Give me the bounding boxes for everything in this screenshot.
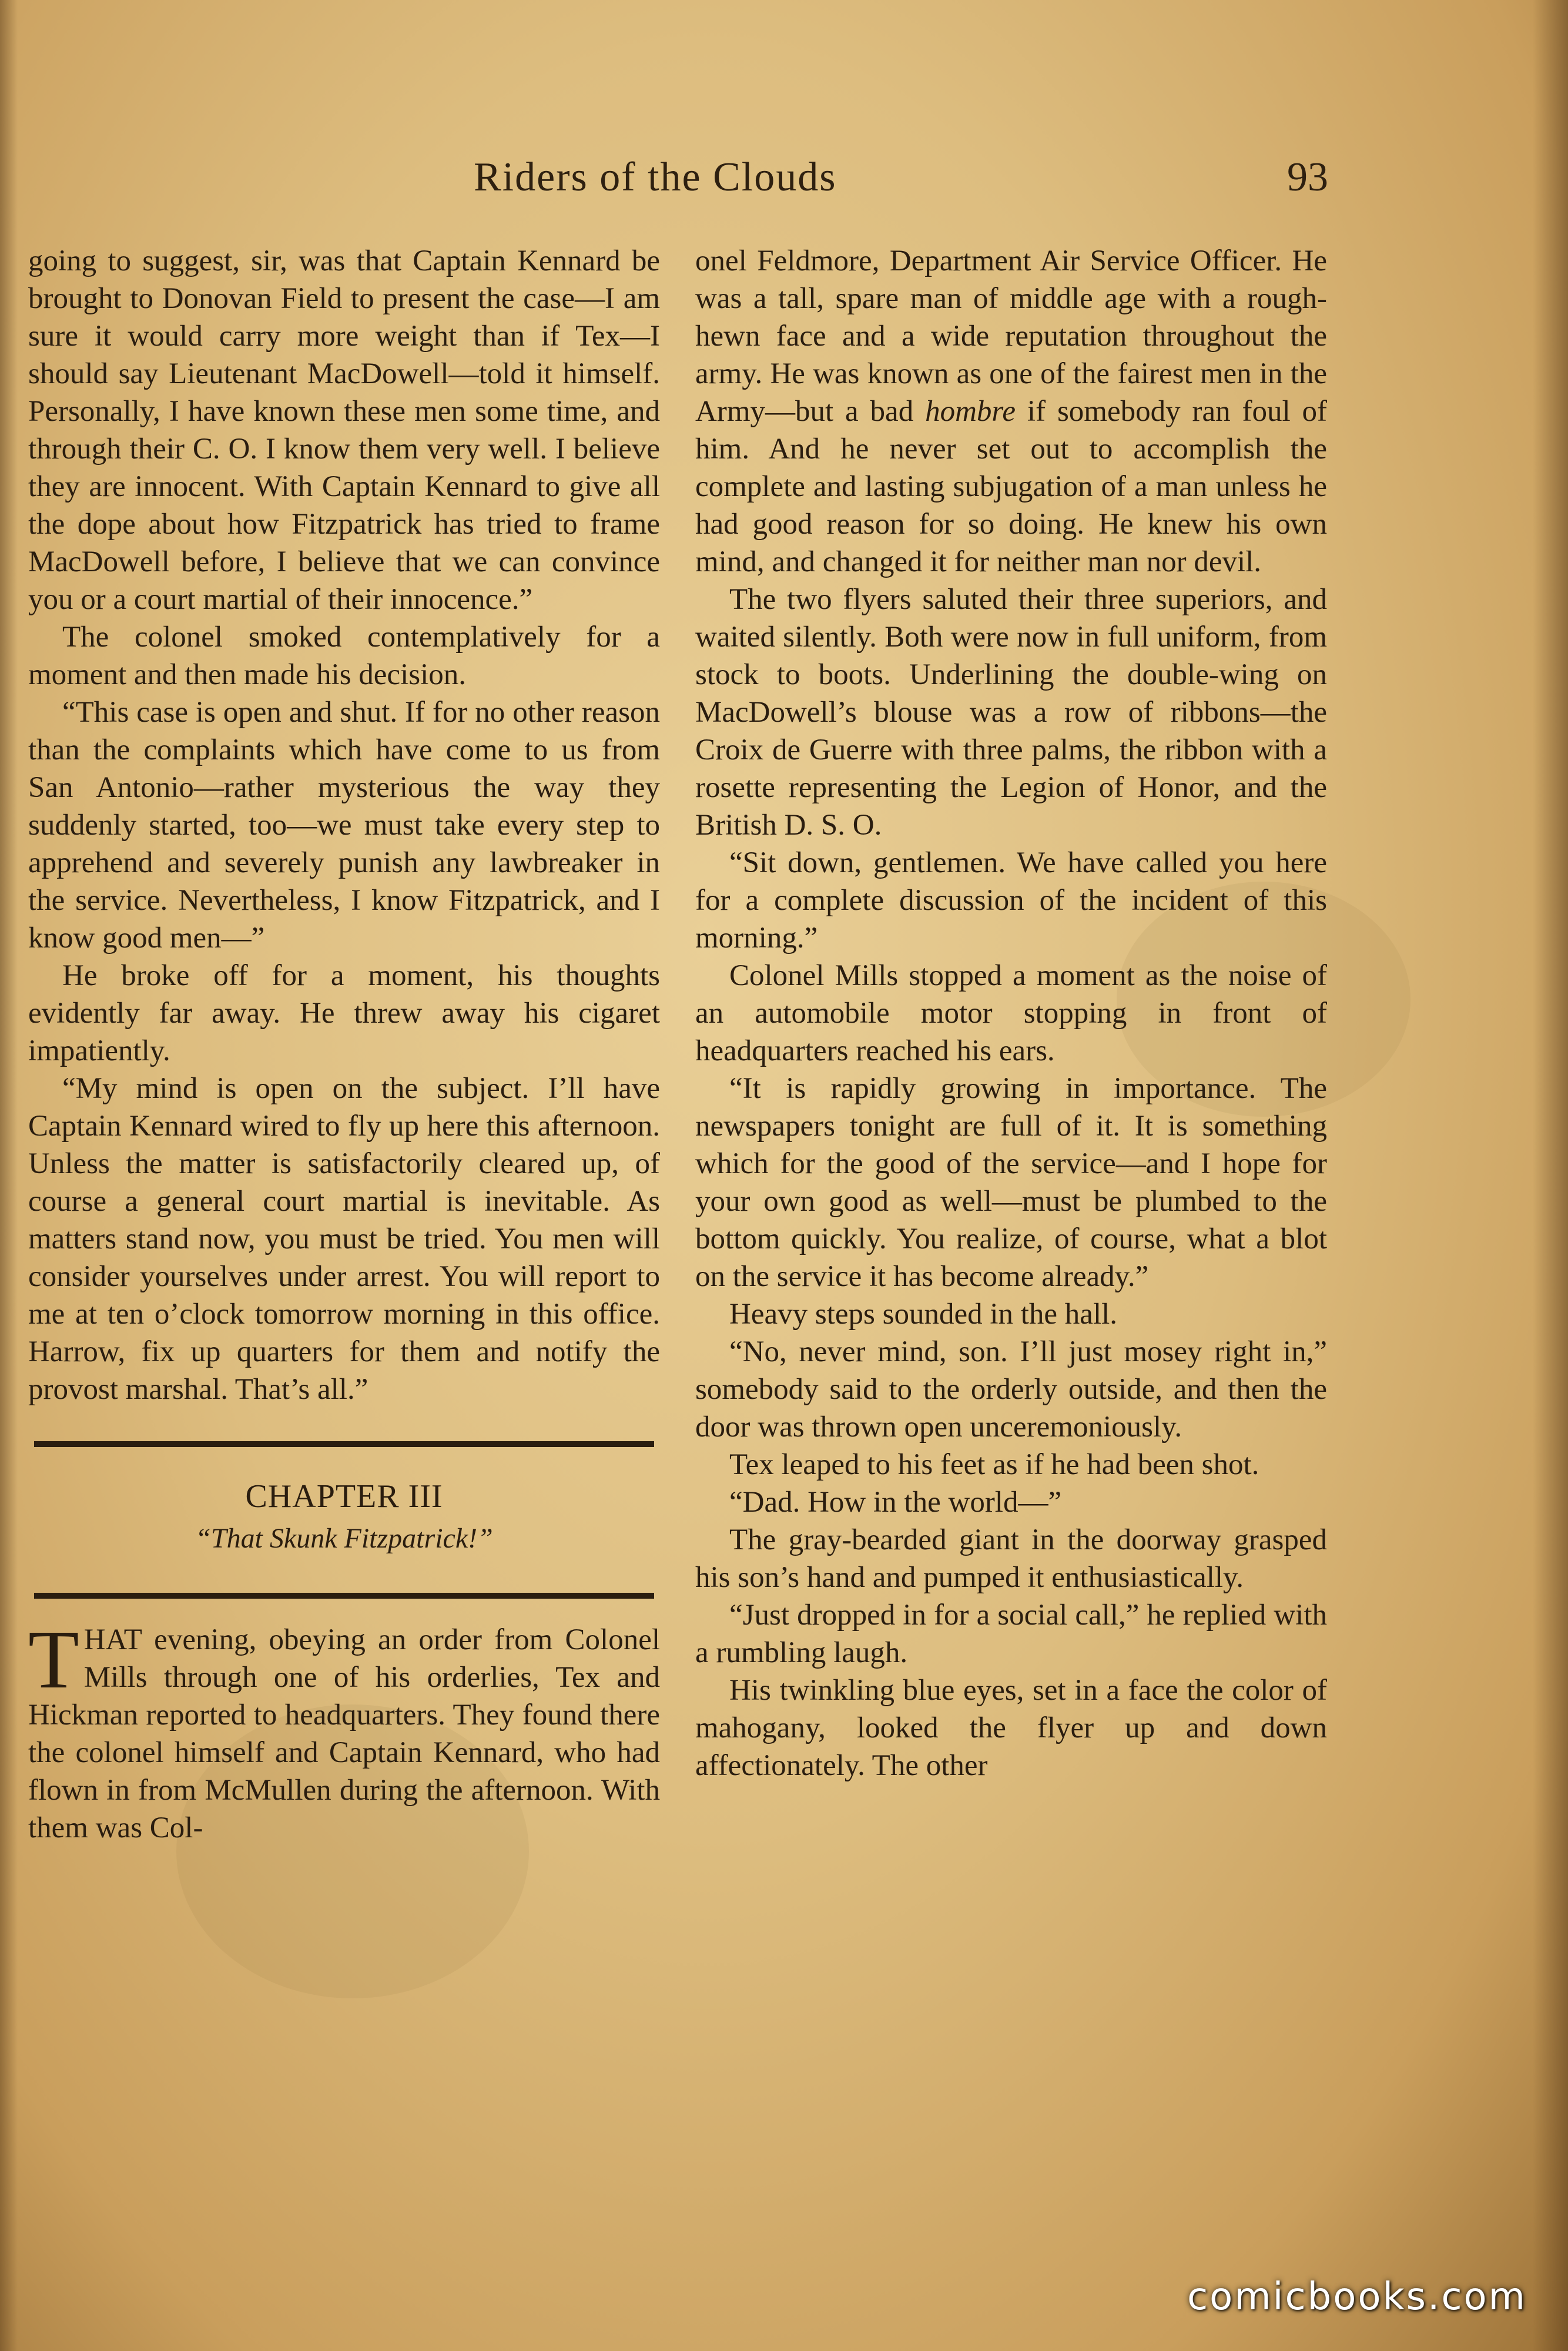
paragraph: Colonel Mills stopped a moment as the noise of an automobile motor stopping in front of headquarters reached his ears. (695, 959, 1327, 1067)
paragraph: “No, never mind, son. I’ll just mosey right in,” somebody said to the orderly outside, and then the door was thrown open unceremoniously. (695, 1335, 1327, 1444)
paragraph: Tex leaped to his feet as if he had been shot. (729, 1448, 1259, 1481)
right-column (695, 242, 1327, 1784)
page-number: 93 (1287, 155, 1328, 200)
left-column (28, 242, 660, 1847)
page-left-shadow (0, 0, 18, 2351)
paragraph (695, 242, 1327, 581)
paragraph-text: HAT evening, obeying an order from Colonel Mills through one of his orderlies, Tex and Hickman reported to headquarters. They found there the colonel himself and Captain Kennard, who had flown in from McMullen during the afternoon. With them was Col- (28, 1623, 660, 1844)
paragraph-text: if somebody ran foul of him. And he never set out to accomplish the complete and lasting subjugation of a man unless he had good reason for so doing. He knew his own mind, and changed it for neither man nor devil. (695, 395, 1328, 578)
chapter-subtitle: “That Skunk Fitzpatrick!” (195, 1523, 493, 1554)
paragraph: “Dad. How in the world—” (729, 1486, 1062, 1519)
paragraph: going to suggest, sir, was that Captain Kennard be brought to Donovan Field to present the case—I am sure it would carry more weight than if Tex—I should say Lieutenant MacDowell—told it himself. Personally, I have known these men some time, and through their C. O. I know them very well. I believe they are innocent. With Captain Kennard to give all the dope about how Fitzpatrick has tried to frame MacDowell before, I believe that we can convince you or a court martial of their innocence.” (28, 245, 660, 616)
running-head (0, 154, 1568, 207)
paragraph: The two flyers saluted their three superiors, and waited silently. Both were now in full uniform, from stock to boots. Underlining the double-wing on MacDowell’s blouse was a row of ribbons—the Croix de Guerre with three palms, the ribbon with a rosette representing the Legion of Honor, and the British D. S. O. (695, 583, 1327, 842)
paragraph: Heavy steps sounded in the hall. (729, 1298, 1118, 1331)
paragraph: “My mind is open on the subject. I’ll have Captain Kennard wired to fly up here this afternoon. Unless the matter is satisfactorily cleared up, of course a general court martial is inevitable. As matters stand now, you must be tried. You men will consider yourselves under arrest. You will report to me at ten o’clock tomorrow morning in this office. Harrow, fix up quarters for them and notify the provost marshal. That’s all.” (28, 1072, 660, 1406)
drop-cap: T (28, 1613, 79, 1706)
paragraph: “This case is open and shut. If for no other reason than the complaints which have come to us from San Antonio—rather mysterious the way they suddenly started, too—we must take every step to apprehend and severely punish any lawbreaker in the service. Nevertheless, I know Fitzpatrick, and I know good men—” (28, 696, 660, 955)
chapter-rule-bottom (34, 1593, 654, 1599)
site-watermark: comicbooks.com (1187, 2275, 1527, 2319)
paragraph: The gray-bearded giant in the doorway grasped his son’s hand and pumped it enthusiastically. (695, 1523, 1327, 1594)
running-title: Riders of the Clouds (474, 155, 837, 200)
paragraph: “It is rapidly growing in importance. The newspapers tonight are full of it. It is something which for the good of the service—and I hope for your own good as well—must be plumbed to the bottom quickly. You realize, of course, what a blot on the service it has become already.” (695, 1072, 1327, 1293)
italic-word: hombre (925, 395, 1016, 428)
paragraph: “Sit down, gentlemen. We have called you here for a complete discussion of the incident of this morning.” (695, 846, 1327, 955)
paragraph: His twinkling blue eyes, set in a face the color of mahogany, looked the flyer up and down affectionately. The other (695, 1674, 1327, 1782)
paragraph: He broke off for a moment, his thoughts evidently far away. He threw away his cigaret impatiently. (28, 959, 660, 1067)
paragraph: The colonel smoked contemplatively for a moment and then made his decision. (28, 621, 660, 691)
chapter-heading: CHAPTER III (245, 1478, 443, 1515)
page-right-shadow (1533, 0, 1568, 2351)
paragraph: “Just dropped in for a social call,” he replied with a rumbling laugh. (695, 1599, 1327, 1669)
chapter-opening-paragraph (28, 1613, 660, 1847)
paragraph-text: onel Feldmore, Department Air Service Officer. He was a tall, spare man of middle age with a rough-hewn face and a wide reputation throughout the army. He was known as one of the fairest men in the Army—but a bad (695, 245, 1327, 428)
chapter-rule-top (34, 1441, 654, 1447)
